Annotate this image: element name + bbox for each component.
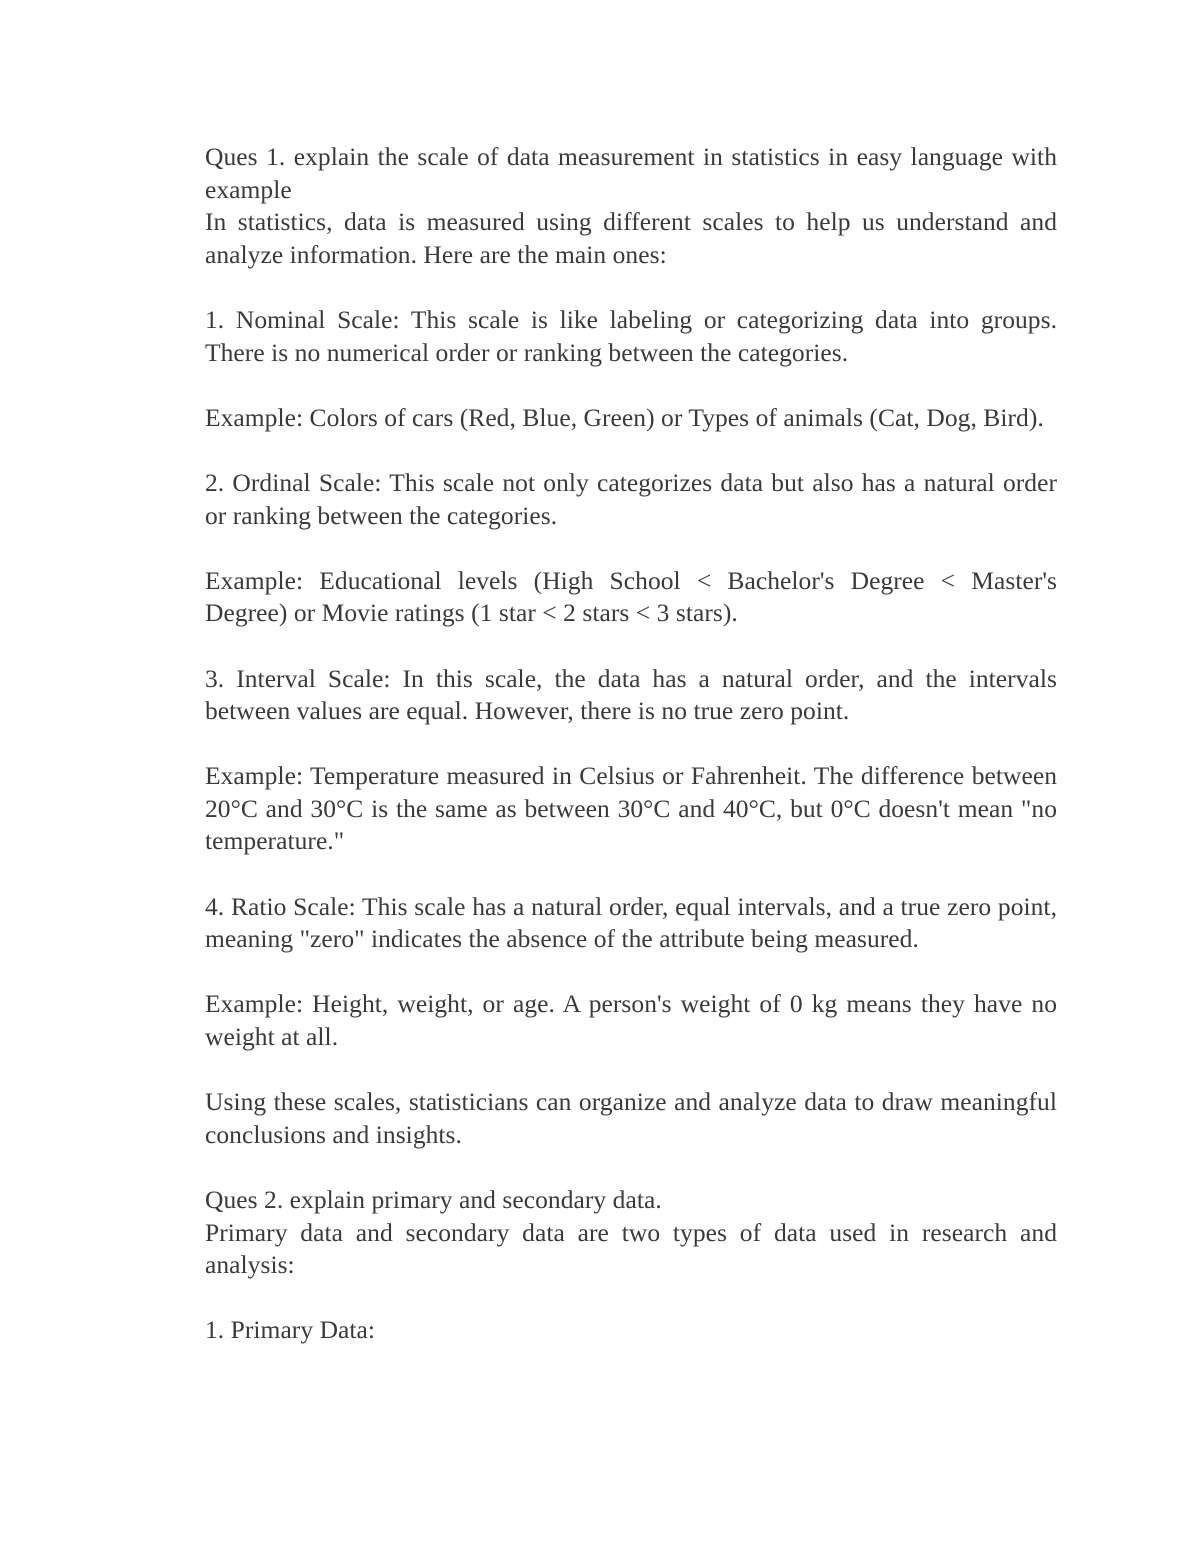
nominal-scale-paragraph: 1. Nominal Scale: This scale is like labeling or categorizing data into groups. There is no numerical order or ranking between the categories. [205,304,1057,367]
paragraph-spacer [205,630,1057,663]
paragraph-spacer [205,434,1057,467]
question-1-title: Ques 1. explain the scale of data measurement in statistics in easy language with example [205,142,1057,204]
paragraph-spacer [205,1054,1057,1087]
ordinal-scale-paragraph: 2. Ordinal Scale: This scale not only categorizes data but also has a natural order or ranking between the categories. [205,467,1057,530]
paragraph-spacer [205,369,1057,402]
question-1-intro: In statistics, data is measured using different scales to help us understand and analyze information. Here are the main ones: [205,207,1057,269]
question-2-intro: Primary data and secondary data are two types of data used in research and analysis: [205,1217,1057,1280]
paragraph-spacer [205,956,1057,989]
nominal-example-paragraph: Example: Colors of cars (Red, Blue, Green) or Types of animals (Cat, Dog, Bird). [205,402,1044,432]
paragraph-spacer [205,271,1057,304]
primary-data-heading: 1. Primary Data: [205,1315,376,1345]
interval-example-paragraph: Example: Temperature measured in Celsius or Fahrenheit. The difference between 20°C and 30°C is the same as between 30°C and 40°C, but 0°C doesn't mean "no temperature." [205,761,1057,856]
paragraph-spacer [205,1282,1057,1315]
interval-scale-paragraph: 3. Interval Scale: In this scale, the data has a natural order, and the intervals between values are equal. However, there is no true zero point. [205,663,1057,726]
ordinal-example-paragraph: Example: Educational levels (High School < Bachelor's Degree < Master's Degree) or Movie ratings (1 star < 2 stars < 3 stars). [205,565,1057,628]
ratio-example-paragraph: Example: Height, weight, or age. A person's weight of 0 kg means they have no weight at all. [205,989,1057,1052]
question-1-conclusion: Using these scales, statisticians can organize and analyze data to draw meaningful conclusions and insights. [205,1087,1057,1149]
paragraph-spacer [205,728,1057,761]
paragraph-spacer [205,858,1057,891]
question-2-title: Ques 2. explain primary and secondary data. [205,1185,662,1214]
paragraph-spacer [205,1151,1057,1184]
paragraph-spacer [205,532,1057,565]
document-body [205,141,1057,1347]
ratio-scale-paragraph: 4. Ratio Scale: This scale has a natural order, equal intervals, and a true zero point, meaning "zero" indicates the absence of the attribute being measured. [205,891,1057,954]
